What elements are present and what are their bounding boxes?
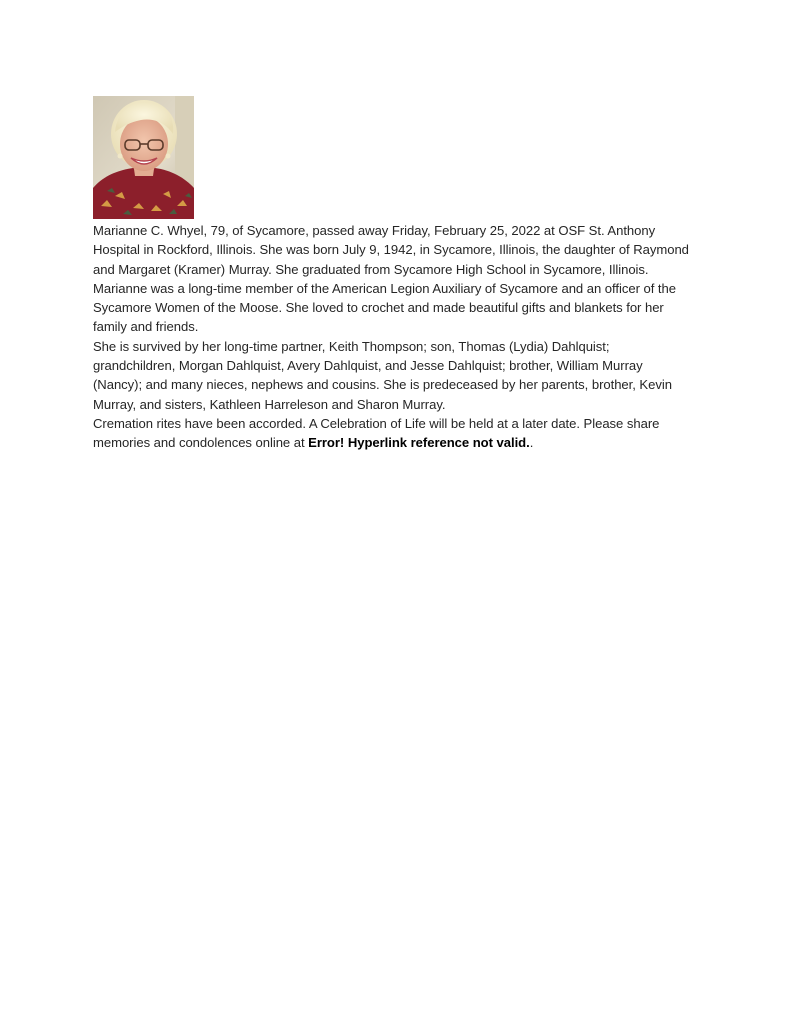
paragraph-services <box>93 414 693 453</box>
paragraph-survivors: She is survived by her long-time partner, Keith Thompson; son, Thomas (Lydia) Dahlquist; grandchildren, Morgan Dahlquist, Avery Dahlquist, and Jesse Dahlquist; brother, William Murray (Nancy); and many nieces, nephews and cousins. She is predeceased by her parents, brother, Kevin Murray, and sisters, Kathleen Harreleson and Sharon Murray. <box>93 338 672 412</box>
document-page <box>93 96 693 453</box>
services-suffix: . <box>529 435 534 451</box>
hyperlink-error-text[interactable]: Error! Hyperlink reference not valid. <box>308 435 530 451</box>
services-text: Cremation rites have been accorded. A Celebration of Life will be held at a later date. Please share memories and condolences online at <box>93 415 660 451</box>
portrait-photo <box>93 96 194 219</box>
paragraph-biography: Marianne C. Whyel, 79, of Sycamore, passed away Friday, February 25, 2022 at OSF St. Anthony Hospital in Rockford, Illinois. She was born July 9, 1942, in Sycamore, Illinois, the daughter of Raymond and Margaret (Kramer) Murray. She graduated from Sycamore High School in Sycamore, Illinois. Marianne was a long-time member of the American Legion Auxiliary of Sycamore and an officer of the Sycamore Women of the Moose. She loved to crochet and made beautiful gifts and blankets for her family and friends. <box>93 223 689 335</box>
obituary-text <box>93 221 693 453</box>
